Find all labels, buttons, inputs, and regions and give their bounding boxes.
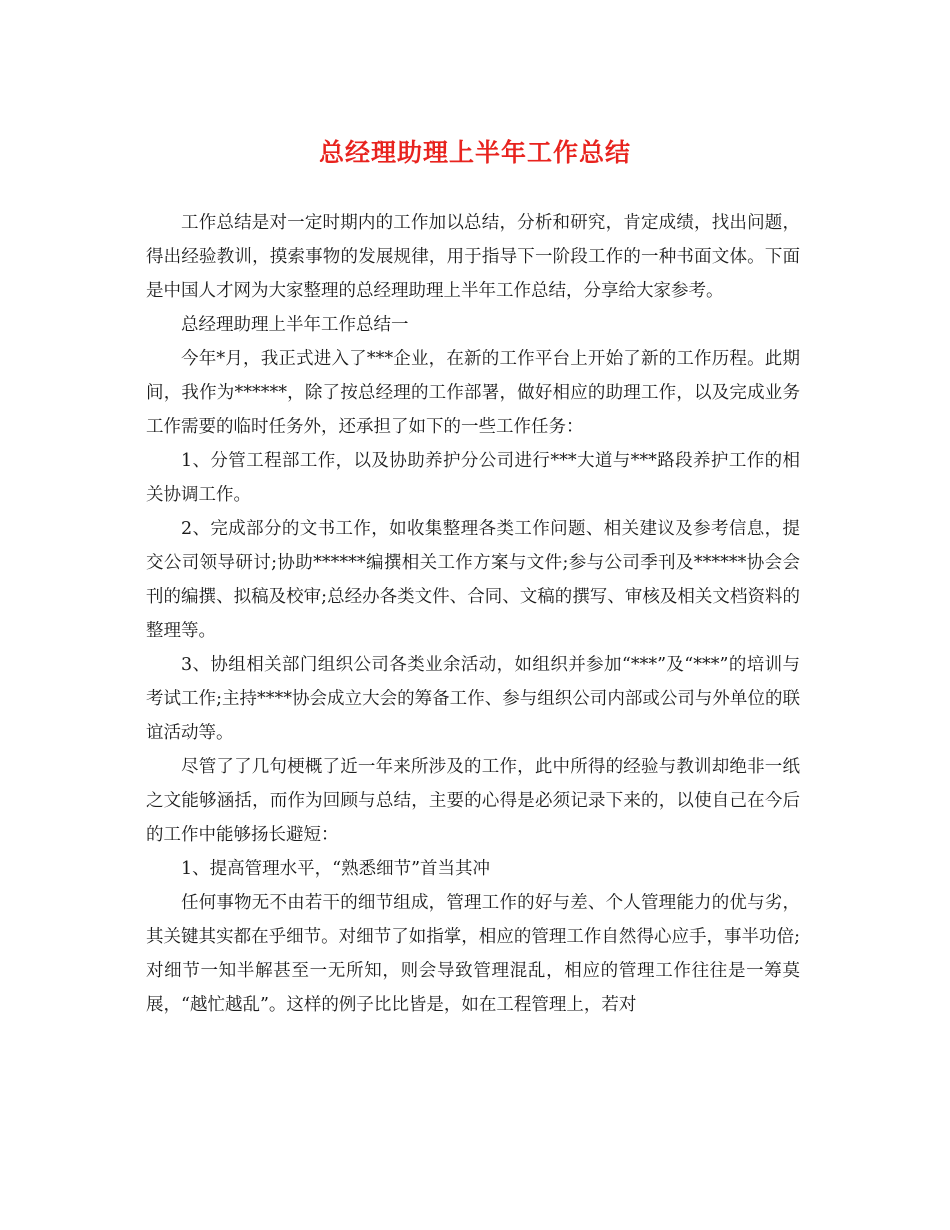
list-item: 3、协组相关部门组织公司各类业余活动，如组织并参加“***”及“***”的培训与考试工作;主持****协会成立大会的筹备工作、参与组织公司内部或公司与外单位的联谊活动等。	[146, 655, 800, 743]
paragraph: 任何事物无不由若干的细节组成，管理工作的好与差、个人管理能力的优与劣，其关键其实都在乎细节。对细节了如指掌，相应的管理工作自然得心应手，事半功倍;对细节一知半解甚至一无所知，则会导致管理混乱，相应的管理工作往往是一筹莫展，“越忙越乱”。这样的例子比比皆是，如在工程管理上，若对	[146, 893, 800, 1015]
list-item: 1、分管工程部工作，以及协助养护分公司进行***大道与***路段养护工作的相关协调工作。	[146, 451, 800, 505]
subheading: 1、提高管理水平，“熟悉细节”首当其冲	[181, 859, 491, 879]
paragraph-intro: 工作总结是对一定时期内的工作加以总结，分析和研究，肯定成绩，找出问题，得出经验教训，摸索事物的发展规律，用于指导下一阶段工作的一种书面文体。下面是中国人才网为大家整理的总经理助理上半年工作总结，分享给大家参考。	[146, 213, 800, 301]
paragraph: 今年*月，我正式进入了***企业，在新的工作平台上开始了新的工作历程。此期间，我作为******，除了按总经理的工作部署，做好相应的助理工作，以及完成业务工作需要的临时任务外，还承担了如下的一些工作任务：	[146, 349, 800, 437]
section-heading: 总经理助理上半年工作总结一	[181, 315, 409, 335]
paragraph: 尽管了了几句梗概了近一年来所涉及的工作，此中所得的经验与教训却绝非一纸之文能够涵括，而作为回顾与总结，主要的心得是必须记录下来的，以使自己在今后的工作中能够扬长避短：	[146, 757, 800, 845]
document-title: 总经理助理上半年工作总结	[318, 138, 631, 167]
document-body	[146, 206, 800, 1022]
list-item: 2、完成部分的文书工作，如收集整理各类工作问题、相关建议及参考信息，提交公司领导研讨;协助******编撰相关工作方案与文件;参与公司季刊及******协会会刊的编撰、拟稿及校审;总经办各类文件、合同、文稿的撰写、审核及相关文档资料的整理等。	[146, 519, 800, 641]
